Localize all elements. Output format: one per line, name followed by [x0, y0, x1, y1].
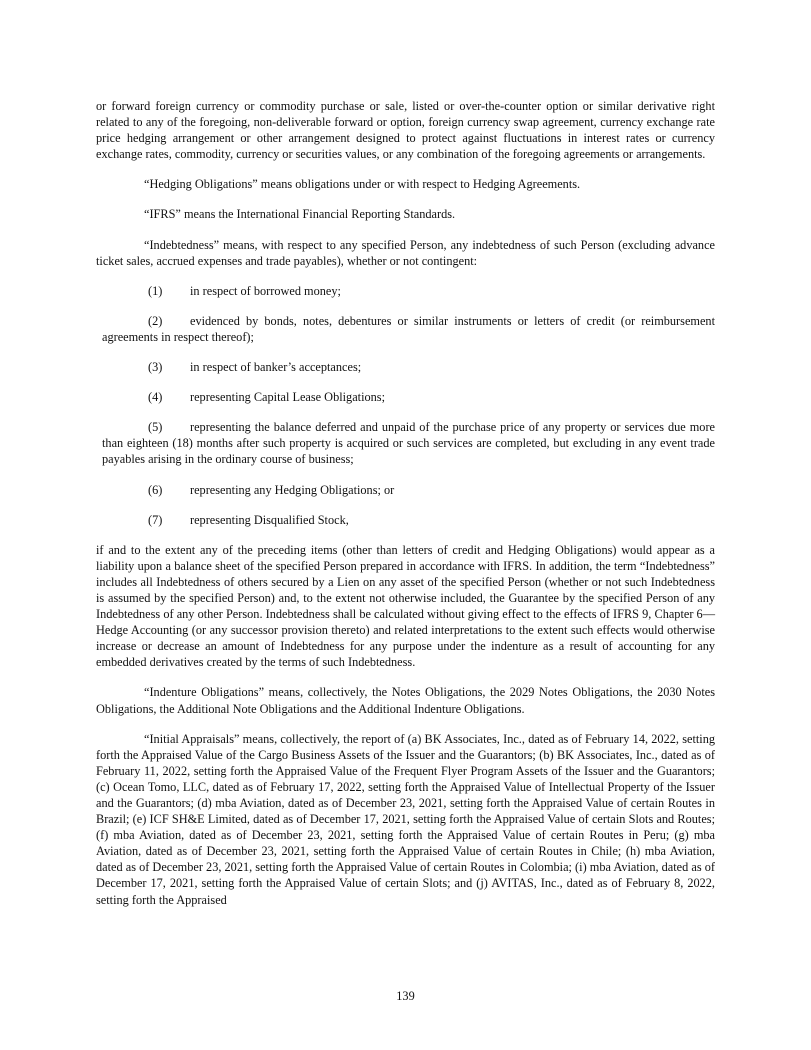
- list-item: [96, 512, 715, 528]
- list-item-number: (4): [148, 390, 163, 405]
- list-item-number: (6): [148, 482, 163, 497]
- definition-indebtedness: “Indebtedness” means, with respect to any specified Person, any indebtedness of such Person (excluding advance ticket sales, accrued expenses and trade payables), whether or not contingent:: [96, 237, 715, 268]
- list-item-number: (1): [148, 283, 163, 298]
- definition-indenture-obligations: “Indenture Obligations” means, collectively, the Notes Obligations, the 2029 Notes Obligations, the 2030 Notes Obligations, the Additional Note Obligations and the Additional Indenture Obligations.: [96, 685, 715, 716]
- definition-initial-appraisals: “Initial Appraisals” means, collectively, the report of (a) BK Associates, Inc., dated as of February 14, 2022, setting forth the Appraised Value of the Cargo Business Assets of the Issuer and the Guarantors; (b) BK Associates, Inc., dated as of February 11, 2022, setting forth the Appraised Value of the Frequent Flyer Program Assets of the Issuer and the Guarantors; (c) Ocean Tomo, LLC, dated as of February 17, 2022, setting forth the Appraised Value of Intellectual Property of the Issuer and the Guarantors; (d) mba Aviation, dated as of December 23, 2021, setting forth the Appraised Value of certain Routes in Brazil; (e) ICF SH&E Limited, dated as of December 17, 2021, setting forth the Appraised Value of certain Slots and Routes; (f) mba Aviation, dated as of December 23, 2021, setting forth the Appraised Value of certain Routes in Peru; (g) mba Aviation, dated as of December 23, 2021, setting forth the Appraised Value of certain Routes in Chile; (h) mba Aviation, dated as of December 23, 2021, setting forth the Appraised Value of certain Routes in Colombia; (i) mba Aviation, dated as of December 17, 2021, setting forth the Appraised Value of certain Slots; and (j) AVITAS, Inc., dated as of February 8, 2022, setting forth the Appraised: [96, 731, 715, 907]
- list-item-text: representing Disqualified Stock,: [190, 512, 349, 527]
- paragraph-indebtedness-continued: if and to the extent any of the preceding items (other than letters of credit and Hedging Obligations) would appear as a liability upon a balance sheet of the specified Person prepared in accordance with IFRS. In addition, the term “Indebtedness” includes all Indebtedness of others secured by a Lien on any asset of the specified Person (whether or not such Indebtedness is assumed by the specified Person) and, to the extent not otherwise included, the Guarantee by the specified Person of any Indebtedness of any other Person. Indebtedness shall be calculated without giving effect to the effects of IFRS 9, Chapter 6—Hedge Accounting (or any successor provision thereto) and related interpretations to the extent such effects would otherwise increase or decrease an amount of Indebtedness for any purpose under the indenture as a result of accounting for any embedded derivatives created by the terms of such Indebtedness.: [96, 542, 715, 670]
- definition-hedging-obligations: “Hedging Obligations” means obligations under or with respect to Hedging Agreements.: [144, 177, 581, 192]
- page-body: [96, 98, 715, 922]
- list-item: [96, 283, 715, 299]
- list-item-text: in respect of banker’s acceptances;: [190, 360, 362, 375]
- list-item: [96, 359, 715, 375]
- paragraph-hedging-agreement-continued: or forward foreign currency or commodity purchase or sale, listed or over-the-counter option or similar derivative right related to any of the foregoing, non-deliverable forward or option, foreign currency swap agreement, currency exchange rate price hedging arrangement or other arrangement designed to protect against fluctuations in interest rates or currency exchange rates, commodity, currency or securities values, or any combination of the foregoing agreements or arrangements.: [96, 99, 715, 162]
- list-item-number: (3): [148, 360, 163, 375]
- list-item: [96, 419, 715, 467]
- page-number: 139: [396, 989, 415, 1003]
- list-item-text: representing Capital Lease Obligations;: [190, 390, 385, 405]
- list-item: [96, 389, 715, 405]
- definition-ifrs: “IFRS” means the International Financial Reporting Standards.: [144, 207, 456, 222]
- list-item-text: representing any Hedging Obligations; or: [190, 482, 395, 497]
- list-item-text: representing the balance deferred and unpaid of the purchase price of any property or services due more than eighteen (18) months after such property is acquired or such services are completed, but excluding in any event trade payables arising in the ordinary course of business;: [102, 420, 715, 467]
- list-item: [96, 482, 715, 498]
- list-item-number: (5): [148, 420, 163, 435]
- list-item-number: (2): [148, 313, 163, 328]
- list-item-text: in respect of borrowed money;: [190, 283, 341, 298]
- list-item-number: (7): [148, 512, 163, 527]
- list-item: [96, 313, 715, 345]
- list-item-text: evidenced by bonds, notes, debentures or similar instruments or letters of credit (or reimbursement agreements in respect thereof);: [102, 313, 715, 344]
